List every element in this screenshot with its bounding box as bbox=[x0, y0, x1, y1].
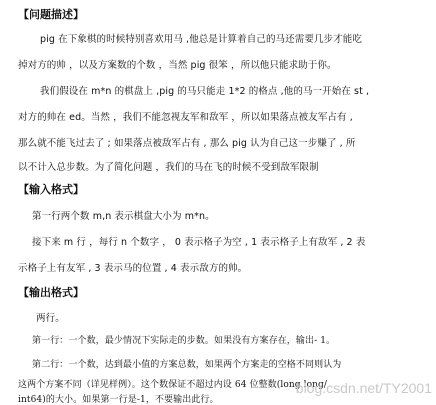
output-heading: 【输出格式】 bbox=[18, 286, 84, 299]
input-line-2: 接下来 m 行 ，每行 n 个数字 ， 0 表示格子为空 , 1 表示格子上有敌军 , 2 表 bbox=[32, 237, 366, 248]
watermark: blog.csdn.net/TY2001 bbox=[295, 380, 432, 396]
problem-line-3: 我们假设在 m*n 的棋盘上 ,pig 的马只能走 1*2 的格点 ,他的马一开始在 st , bbox=[40, 86, 370, 97]
output-line-5: int64)的大小。如果第一行是-1，不要输出此行。 bbox=[18, 395, 219, 405]
problem-heading: 【问题描述】 bbox=[18, 8, 84, 21]
problem-line-6: 以不计入总步数。为了简化问题 ，我们的马在飞的时候不受到敌军限制 bbox=[18, 162, 319, 173]
output-line-4: 这两个方案不同（详见样例）。这个数保证不超过内设 64 位整数(long long/ bbox=[18, 380, 327, 390]
problem-line-2: 掉对方的帅 ，以及方案数的个数 ，当然 pig 很笨 ，所以他只能求助于你。 bbox=[18, 60, 337, 71]
problem-line-4: 对方的帅在 ed。当然 ，我们不能忽视友军和敌军 ，所以如果落点被友军占有 , bbox=[18, 112, 353, 123]
problem-line-5: 那么就不能飞过去了 ; 如果落点被敌军占有 , 那么 pig 认为自己这一步赚了 , 所 bbox=[18, 138, 356, 149]
output-line-1: 两行。 bbox=[36, 313, 65, 324]
input-line-1: 第一行两个数 m,n 表示棋盘大小为 m*n。 bbox=[32, 211, 215, 222]
output-line-2: 第一行：一个数，最少情况下实际走的步数。如果没有方案存在，输出- 1。 bbox=[32, 336, 336, 346]
output-line-3: 第二行：一个数，达到最小值的方案总数，如果两个方案走的空格不同则认为 bbox=[32, 360, 342, 370]
problem-line-1: pig 在下象棋的时候特别喜欢用马 ,他总是计算着自己的马还需要几步才能吃 bbox=[40, 34, 362, 45]
input-line-3: 示格子上有友军 , 3 表示马的位置 , 4 表示敌方的帅。 bbox=[18, 263, 248, 274]
input-heading: 【输入格式】 bbox=[18, 183, 84, 196]
